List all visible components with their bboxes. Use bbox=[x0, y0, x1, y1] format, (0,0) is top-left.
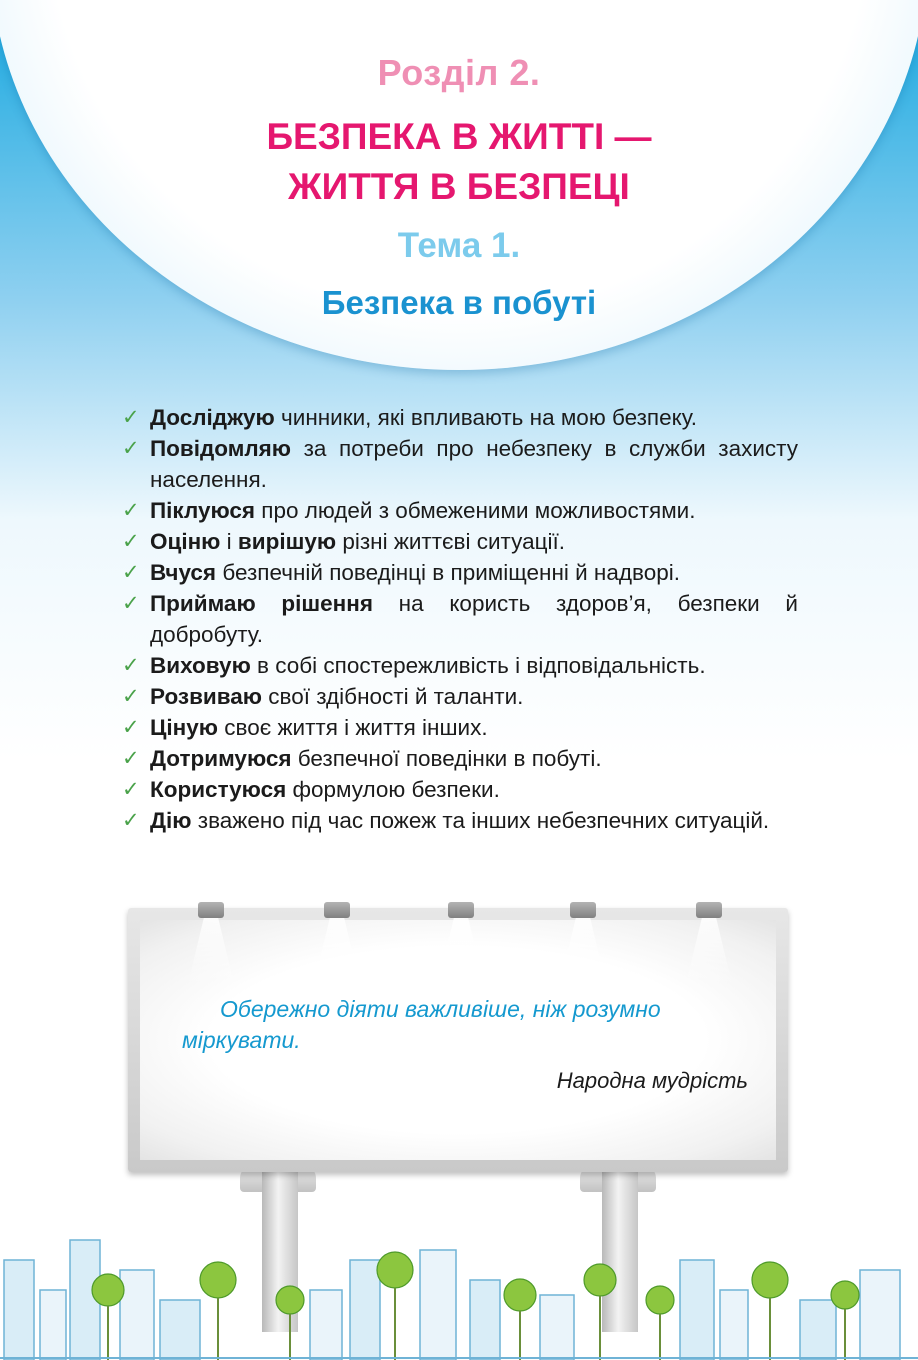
topic-title: Безпека в побуті bbox=[321, 284, 597, 321]
goal-text: за потреби про небезпеку в служби захисту населення. bbox=[150, 436, 798, 492]
quote-author: Народна мудрість bbox=[556, 1068, 748, 1093]
section-title bbox=[0, 112, 918, 212]
goal-item bbox=[122, 743, 798, 774]
goal-text: своє життя і життя інших. bbox=[218, 715, 488, 740]
goal-item bbox=[122, 433, 798, 495]
goal-item bbox=[122, 805, 798, 836]
goal-text: формулою безпеки. bbox=[286, 777, 500, 802]
goal-verb: Приймаю рішення bbox=[150, 591, 373, 616]
goal-item bbox=[122, 650, 798, 681]
goal-verb: Досліджую bbox=[150, 405, 275, 430]
goal-verb: Дію bbox=[150, 808, 192, 833]
city-skyline-illustration bbox=[0, 1200, 918, 1360]
goal-verb: Повідомляю bbox=[150, 436, 292, 461]
goal-text: свої здібності й таланти. bbox=[262, 684, 524, 709]
checkmark-icon: ✓ bbox=[122, 747, 140, 770]
goal-text: на користь здоров’я, безпеки й добробуту. bbox=[150, 591, 798, 647]
goal-verb: Оціню bbox=[150, 529, 221, 554]
goal-connector: і bbox=[220, 529, 238, 554]
goal-verb: Вчуся bbox=[150, 560, 217, 585]
lamp-icon bbox=[696, 902, 722, 918]
checkmark-icon: ✓ bbox=[122, 716, 140, 739]
checkmark-icon: ✓ bbox=[122, 685, 140, 708]
goal-item bbox=[122, 712, 798, 743]
checkmark-icon: ✓ bbox=[122, 406, 140, 429]
goal-verb: Виховую bbox=[150, 653, 251, 678]
goal-verb-2: вирішую bbox=[237, 529, 337, 554]
checkmark-icon: ✓ bbox=[122, 654, 140, 677]
checkmark-icon: ✓ bbox=[122, 437, 140, 460]
goal-text: про людей з обмеженими можливостями. bbox=[255, 498, 696, 523]
section-title-line-2: ЖИТТЯ В БЕЗПЕЦІ bbox=[288, 166, 630, 207]
goal-text: безпечній поведінці в приміщенні й надворі. bbox=[216, 560, 680, 585]
checkmark-icon: ✓ bbox=[122, 499, 140, 522]
checkmark-icon: ✓ bbox=[122, 809, 140, 832]
goal-verb: Ціную bbox=[150, 715, 219, 740]
goal-item bbox=[122, 588, 798, 650]
lamp-icon bbox=[324, 902, 350, 918]
section-title-line-1: БЕЗПЕКА В ЖИТТІ — bbox=[266, 116, 652, 157]
topic-label: Тема 1. bbox=[397, 226, 521, 265]
goal-text: зважено під час пожеж та інших небезпечних ситуацій. bbox=[191, 808, 770, 833]
goal-item bbox=[122, 495, 798, 526]
quote-text: Обережно діяти важливіше, ніж розумно міркувати. bbox=[182, 996, 661, 1053]
lamp-icon bbox=[448, 902, 474, 918]
goal-verb: Користуюся bbox=[150, 777, 287, 802]
section-label: Розділ 2. bbox=[377, 52, 541, 93]
goal-text: чинники, які впливають на мою безпеку. bbox=[274, 405, 697, 430]
goal-item bbox=[122, 681, 798, 712]
checkmark-icon: ✓ bbox=[122, 592, 140, 615]
goal-verb: Піклуюся bbox=[150, 498, 256, 523]
billboard bbox=[128, 908, 788, 1172]
checkmark-icon: ✓ bbox=[122, 561, 140, 584]
goal-verb: Розвиваю bbox=[150, 684, 263, 709]
checkmark-icon: ✓ bbox=[122, 778, 140, 801]
goal-item bbox=[122, 402, 798, 433]
learning-goals-list bbox=[122, 402, 798, 836]
goal-item bbox=[122, 526, 798, 557]
lamp-icon bbox=[198, 902, 224, 918]
goal-text: в собі спостережливість і відповідальність. bbox=[250, 653, 706, 678]
goal-text: різні життєві ситуації. bbox=[336, 529, 566, 554]
goal-text: безпечної поведінки в побуті. bbox=[291, 746, 602, 771]
lamp-icon bbox=[570, 902, 596, 918]
checkmark-icon: ✓ bbox=[122, 530, 140, 553]
goal-item bbox=[122, 557, 798, 588]
goal-item bbox=[122, 774, 798, 805]
goal-verb: Дотримуюся bbox=[150, 746, 292, 771]
